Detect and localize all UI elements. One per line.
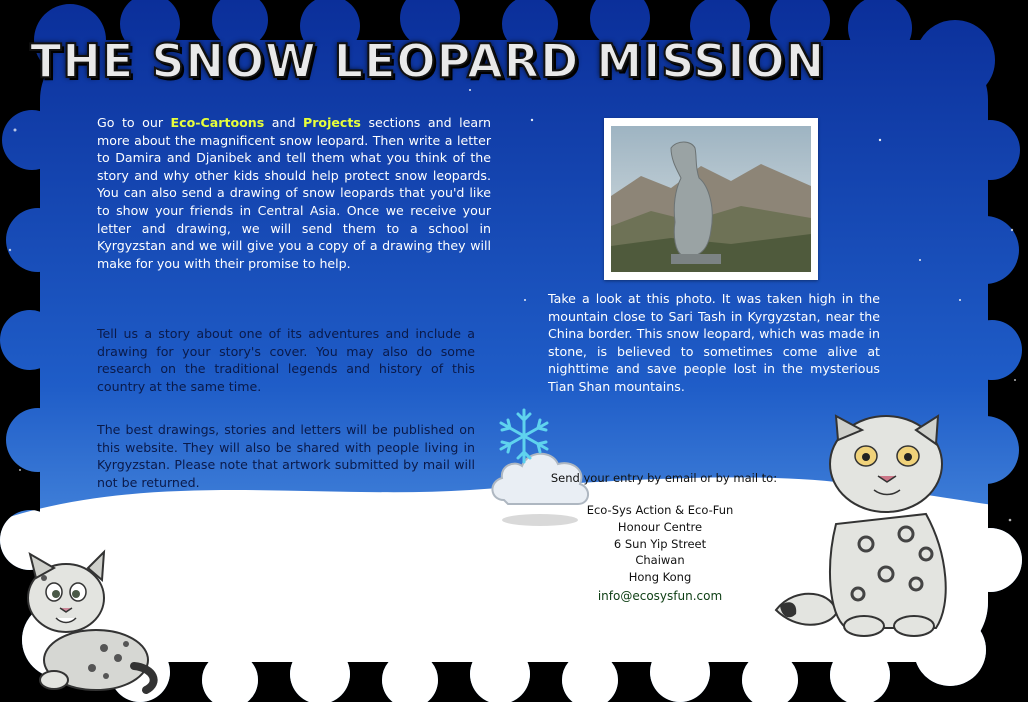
address-line: Chaiwan [635,553,685,568]
email-link[interactable]: info@ecosysfun.com [597,589,723,603]
page-title: THE SNOW LEOPARD MISSION [30,34,826,88]
photo-caption: Take a look at this photo. It was taken high in the mountain close to Sari Tash in Kyrgyzstan, near the China border. This snow leopard, which was made in stone, is believed to sometimes come alive at nighttime and save people lost in the mysterious Tian Shan mountains. [548,291,880,394]
leopard-statue-photo [604,118,818,280]
address-line: Honour Centre [617,519,703,534]
snowflake-icon [494,406,554,466]
snow-leopard-cub [14,548,164,698]
eco-cartoons-link[interactable]: Eco-Cartoons [170,115,265,130]
mailing-address [560,502,760,586]
intro-text-3: sections and learn more about the magnificent snow leopard. Then write a letter to Damira and Djanibek and tell them what you think of the story and why other kids should help protect snow leopards. You can also send a drawing of snow leopards that you'd like to show your friends in Central Asia. Once we receive your letter and drawing, we will send them to a school in Kyrgyzstan and we will give you a copy of a drawing they will make for you with their promise to help. [97,115,492,271]
snow-leopard-sitting [766,414,966,644]
intro-paragraph [97,114,491,272]
intro-text-2: and [264,115,303,130]
photo-image [611,126,811,272]
projects-link[interactable]: Projects [302,115,361,130]
address-line: Hong Kong [628,570,692,585]
address-line: Eco-Sys Action & Eco-Fun [586,503,734,517]
publish-paragraph: The best drawings, stories and letters will be published on this website. They will also be shared with people living in Kyrgyzstan. Please note that artwork submitted by mail will not be returned. [97,422,475,490]
story-paragraph: Tell us a story about one of its adventures and include a drawing for your story's cover. You may also do some research on the traditional legends and history of this country at the same time. [97,326,475,394]
intro-text-1: Go to our [97,115,171,130]
mail-heading: Send your entry by email or by mail to: [550,471,778,485]
address-line: 6 Sun Yip Street [613,536,707,551]
